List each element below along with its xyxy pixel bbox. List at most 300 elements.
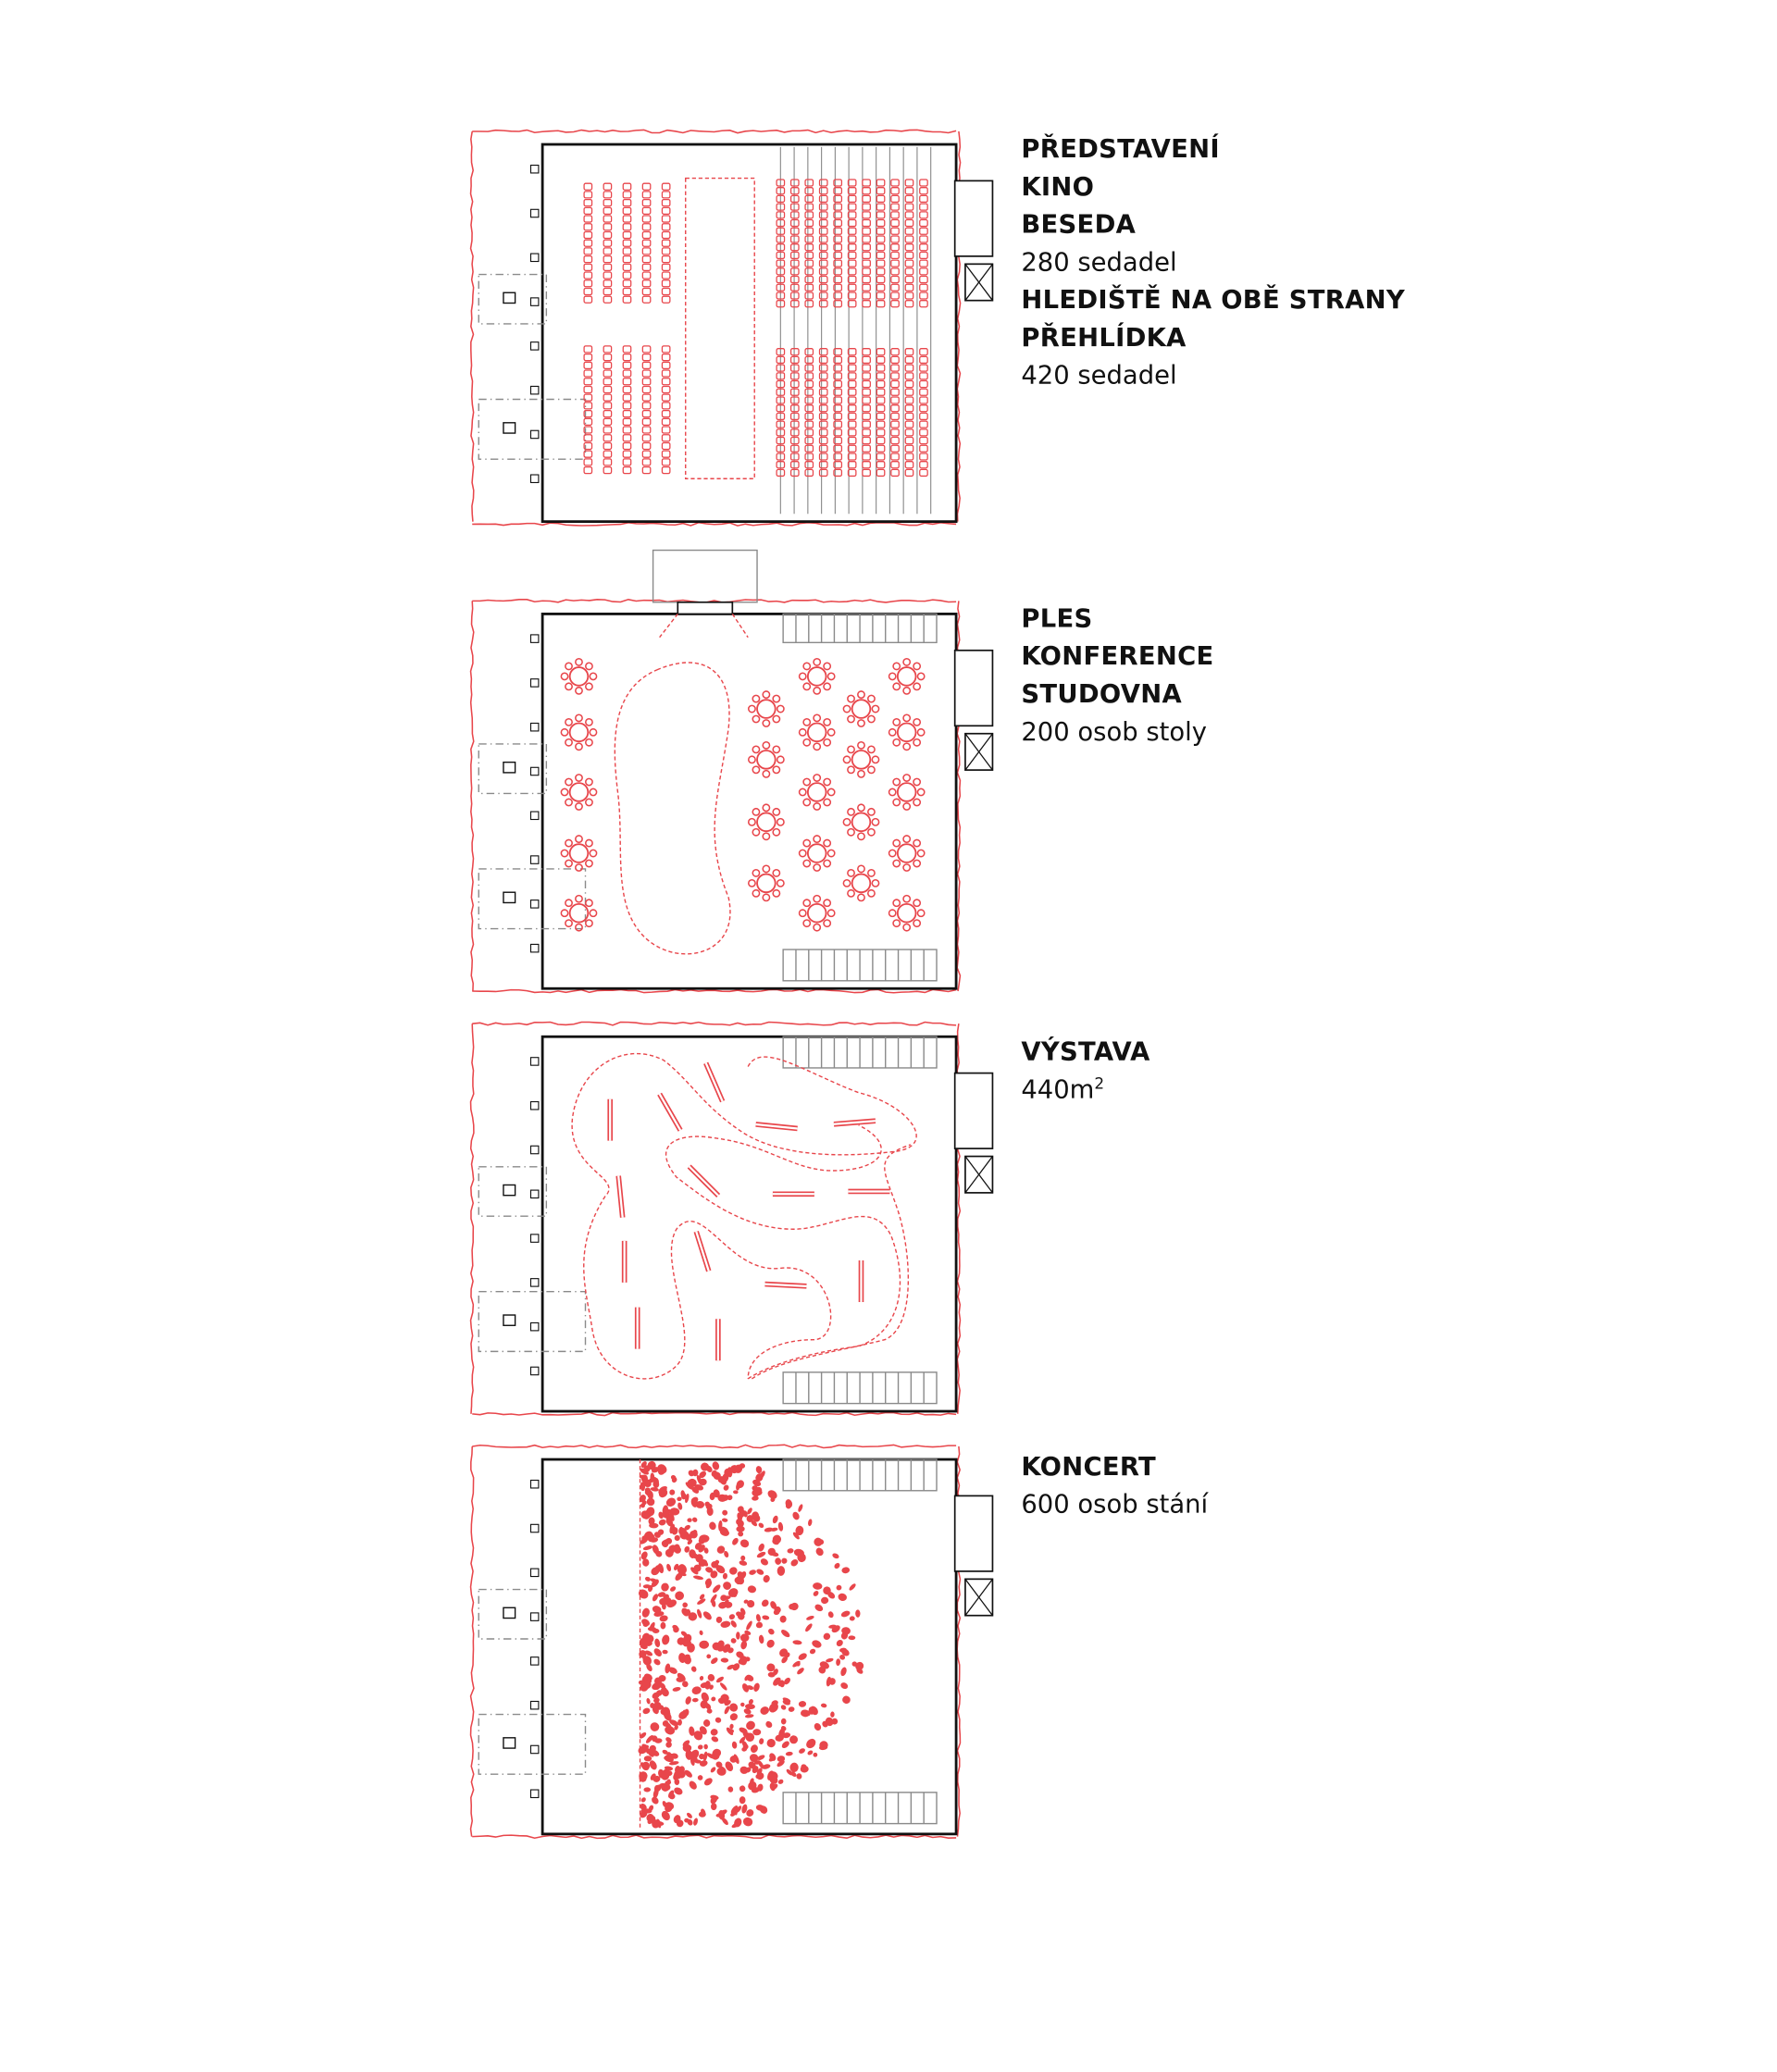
seat [876,277,884,283]
table-chair [800,850,806,856]
seat [820,268,827,275]
person [702,1777,714,1787]
person [848,1635,855,1640]
seat [623,264,630,270]
seat [805,260,813,267]
table-chair [814,836,820,842]
person [682,1602,689,1608]
seat [584,240,591,246]
seat [805,413,813,419]
seat [662,224,669,230]
table-chair [827,729,834,736]
table-chair [752,766,759,773]
seat [662,346,669,353]
seat [805,469,813,476]
person [644,1576,652,1582]
seat [805,301,813,307]
table-chair [586,900,592,906]
seat [863,405,870,412]
seat [863,204,870,210]
label-ball [1021,600,1213,751]
seat [820,381,827,388]
table-chair [803,739,810,746]
seat [805,268,813,275]
seat [603,403,611,409]
seat [791,373,799,379]
person [719,1681,728,1692]
service-room [955,1073,993,1149]
seat [805,277,813,283]
column-marker [530,1367,538,1374]
seat [905,381,913,388]
seat [820,469,827,476]
seat [603,362,611,368]
person [687,1518,692,1522]
person [691,1517,699,1523]
seat [623,200,630,206]
table-chair [803,839,810,846]
person [692,1698,699,1703]
seat [920,438,927,444]
table-chair [773,829,779,836]
table-chair [872,705,878,712]
seat [603,386,611,392]
table-chair [576,864,582,871]
seat [584,346,591,353]
seat [603,394,611,401]
table-chair [913,839,920,846]
table-chair [803,719,810,726]
table-chair [576,896,582,902]
table-chair [565,663,572,669]
seat [920,445,927,452]
seat [584,296,591,303]
column-marker [530,1058,538,1065]
seat [820,260,827,267]
column-marker [530,1190,538,1197]
person [807,1749,814,1756]
seat [584,467,591,474]
seat [876,356,884,363]
seat [820,453,827,460]
person [850,1616,855,1621]
person [822,1632,831,1641]
table-chair [872,756,878,763]
table-chair [903,803,910,810]
seat [603,207,611,214]
seat [791,204,799,210]
seat [905,438,913,444]
seat [920,469,927,476]
person [765,1638,776,1649]
seat [791,260,799,267]
seat [876,292,884,299]
person [660,1622,665,1630]
table-chair [827,673,834,679]
seat [805,389,813,395]
table-chair [561,850,567,856]
dance-floor [615,663,730,954]
exhibit-panel-inner [660,1094,680,1130]
table-chair [565,839,572,846]
table-top [808,844,826,862]
seat [791,365,799,371]
table-chair [903,836,910,842]
table-chair [889,729,896,736]
seat [920,236,927,242]
person [711,1803,717,1810]
person [702,1751,708,1761]
seat [891,397,899,403]
table-chair [576,775,582,781]
seat [876,252,884,258]
person [789,1601,801,1611]
annex-outline [478,1715,585,1775]
table-chair [889,850,896,856]
person [848,1582,856,1592]
seat [642,427,650,433]
seat [603,467,611,474]
seat [891,292,899,299]
seat [820,284,827,291]
seat [662,411,669,417]
table-chair [777,705,784,712]
seat [920,195,927,202]
person [839,1681,849,1690]
column-marker [530,298,538,305]
seat [662,427,669,433]
table-chair [586,739,592,746]
person [831,1552,839,1559]
round-table [561,896,596,931]
round-table [889,775,925,810]
person [733,1490,739,1494]
person [669,1585,677,1593]
seat [584,207,591,214]
seat [805,397,813,403]
seat [584,216,591,222]
table-chair [590,673,596,679]
round-table [561,836,596,871]
table-chair [858,771,864,777]
column-marker [530,209,538,217]
seat [662,378,669,385]
seat [891,212,899,218]
seat [820,365,827,371]
column-marker [530,386,538,393]
table-chair [913,799,920,805]
seat [805,236,813,242]
seat [662,183,669,190]
table-chair [773,746,779,752]
person [674,1590,686,1601]
person [841,1567,851,1574]
person [833,1562,840,1570]
table-chair [868,829,875,836]
table-chair [893,739,900,746]
table-chair [565,920,572,926]
round-table [800,714,835,750]
seat [876,453,884,460]
table-chair [752,870,759,876]
table-chair [814,743,820,750]
seat [891,349,899,355]
seat [642,183,650,190]
person [715,1675,725,1683]
table-chair [749,756,755,763]
table-chair [576,688,582,694]
seat [603,296,611,303]
seat [863,462,870,468]
seat [891,236,899,242]
seat [662,370,669,377]
label-line: BESEDA [1021,209,1137,240]
seat [820,212,827,218]
seat [905,429,913,436]
table-top [808,723,826,741]
seat [791,445,799,452]
seat [642,418,650,425]
seat [905,260,913,267]
column-marker [530,1790,538,1797]
annex-door [503,292,516,303]
table-top [808,667,826,686]
seat [820,301,827,307]
seat [805,349,813,355]
table-chair [858,742,864,749]
seat [863,277,870,283]
seat [584,403,591,409]
seat [905,405,913,412]
person [711,1460,720,1470]
projection-booth [653,551,757,602]
seat [920,462,927,468]
seat [662,192,669,198]
standing-crowd [637,1459,865,1829]
plan-exhibition [471,1022,993,1415]
seat [863,284,870,291]
building-wall [542,1036,956,1411]
table-top [808,783,826,801]
seat [662,467,669,474]
round-table [749,804,784,839]
table-chair [561,729,567,736]
service-room [955,180,993,256]
seat [791,212,799,218]
seat [820,188,827,194]
table-chair [800,788,806,795]
table-chair [868,870,875,876]
person [710,1766,717,1773]
seat [876,195,884,202]
seat [791,236,799,242]
table-chair [777,819,784,825]
table-top [852,875,871,893]
seat [820,438,827,444]
seat [863,195,870,202]
table-top [852,813,871,831]
label-line: 200 osob stoly [1021,716,1207,747]
seat [642,394,650,401]
annex-outline [478,1292,585,1352]
seat [603,427,611,433]
table-chair [803,920,810,926]
person [777,1521,784,1532]
person [841,1695,851,1705]
seat [642,248,650,254]
seat [623,240,630,246]
person [710,1696,716,1703]
table-chair [773,870,779,876]
table-top [808,904,826,923]
table-chair [752,890,759,897]
person [787,1548,794,1554]
table-chair [858,691,864,698]
label-line [1021,1071,1149,1109]
seat [791,469,799,476]
seat [623,354,630,361]
seat [876,421,884,428]
seat [920,212,927,218]
table-chair [586,799,592,805]
seat [863,413,870,419]
table-chair [903,864,910,871]
seat [623,378,630,385]
table-chair [868,715,875,722]
seat [623,467,630,474]
seat [623,272,630,279]
seat [662,394,669,401]
table-chair [893,719,900,726]
person [767,1701,780,1714]
table-top [570,667,589,686]
table-chair [893,799,900,805]
seat [603,248,611,254]
site-boundary-line [471,1024,474,1414]
seat [662,207,669,214]
column-marker [530,679,538,687]
seat [603,192,611,198]
seat [623,296,630,303]
seat [791,284,799,291]
person [722,1518,728,1522]
table-chair [913,719,920,726]
seat [623,442,630,449]
seat [603,256,611,263]
site-boundary-line [472,1412,956,1415]
column-marker [530,254,538,261]
table-chair [903,659,910,665]
seat [791,301,799,307]
table-chair [586,839,592,846]
projection-ray [732,614,748,637]
table-chair [763,720,769,726]
person [804,1622,814,1632]
seat [876,180,884,186]
table-chair [868,890,875,897]
person [777,1779,785,1785]
seat [876,389,884,395]
seat [876,204,884,210]
seat [891,413,899,419]
seat [805,381,813,388]
table-chair [917,729,924,736]
table-top [852,700,871,718]
seat [863,220,870,227]
seat [891,421,899,428]
person [762,1574,770,1583]
seat [584,224,591,230]
person [731,1537,739,1546]
exhibit-panel-inner [690,1167,718,1196]
person [809,1648,816,1656]
site-boundary-line [471,601,474,991]
seat [891,405,899,412]
table-chair [803,663,810,669]
seat [642,346,650,353]
seat [623,192,630,198]
table-chair [827,910,834,916]
table-chair [824,778,830,785]
seat [891,389,899,395]
seat [920,220,927,227]
table-chair [561,673,567,679]
table-chair [814,688,820,694]
seat [820,180,827,186]
seat [905,301,913,307]
person [777,1566,785,1576]
seat [905,397,913,403]
seat [905,236,913,242]
table-chair [868,809,875,815]
table-chair [773,766,779,773]
seat [791,349,799,355]
seat [642,207,650,214]
person [814,1546,825,1557]
seat [905,244,913,251]
seat [584,459,591,465]
table-chair [586,920,592,926]
person [644,1756,652,1762]
round-table [889,896,925,931]
seat [584,370,591,377]
seat [805,220,813,227]
seat [820,429,827,436]
table-chair [803,900,810,906]
table-chair [814,659,820,665]
seat [820,349,827,355]
table-chair [893,920,900,926]
table-chair [858,720,864,726]
seat [805,188,813,194]
column-marker [530,1569,538,1576]
label-line: KINO [1021,171,1095,202]
exhibit-panels [610,1063,889,1360]
seat [623,362,630,368]
seat [623,216,630,222]
person [799,1701,807,1707]
label-theatre [1021,130,1405,394]
table-chair [903,896,910,902]
annex-outline [478,400,585,460]
person [752,1682,761,1693]
column-marker [530,1657,538,1665]
seating-left [584,183,670,473]
person [728,1613,736,1620]
seat [584,200,591,206]
table-chair [858,833,864,839]
seat [905,268,913,275]
